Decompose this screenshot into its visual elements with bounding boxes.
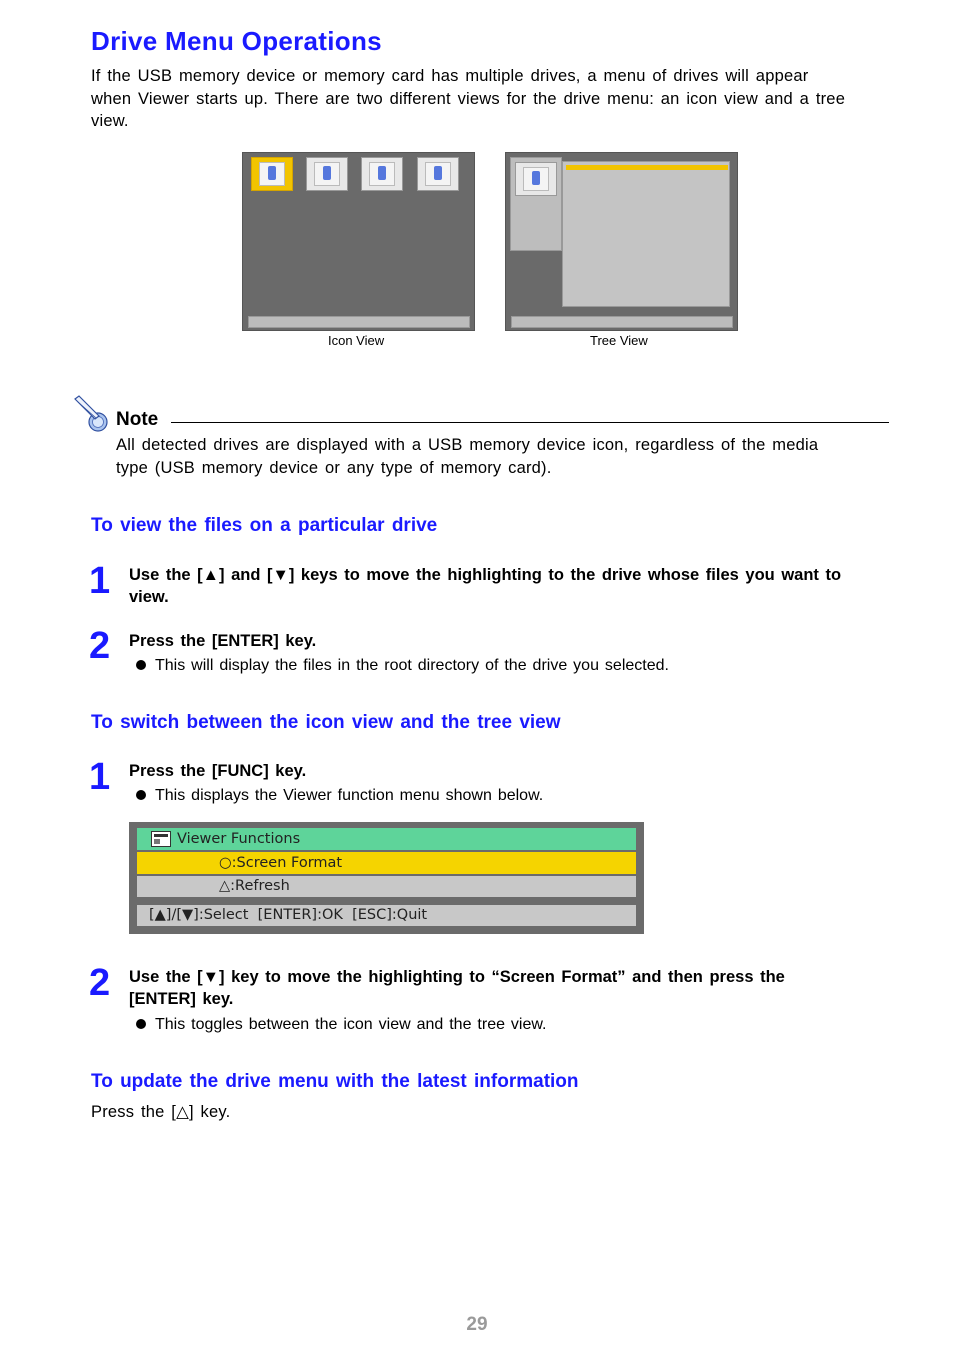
icon-view-screenshot: [242, 152, 475, 331]
drive-tree-panel: [562, 161, 730, 307]
step-number: 1: [89, 560, 111, 602]
usb-icon: [268, 166, 276, 180]
note-divider: [171, 422, 889, 423]
menu-item-screen-format[interactable]: ○:Screen Format: [137, 852, 636, 874]
step-number: 2: [89, 625, 111, 667]
viewer-functions-menu: [129, 822, 644, 934]
icon-view-caption: Icon View: [328, 333, 385, 348]
tree-view-caption: Tree View: [590, 333, 648, 348]
drive-info-panel: [510, 157, 562, 251]
usb-icon: [434, 166, 442, 180]
status-bar: [248, 316, 470, 328]
drive-icon-selected: [251, 157, 293, 191]
drive-icon: [417, 157, 459, 191]
step-text: Use the [▼] key to move the highlighting to “Screen Format” and then press the [ENTER] key.: [129, 968, 785, 1008]
page-title: Drive Menu Operations: [91, 26, 382, 56]
drive-icon: [306, 157, 348, 191]
step-text: Use the [▲] and [▼] keys to move the highlighting to the drive whose files you want to view.: [129, 566, 842, 606]
status-bar: [511, 316, 733, 328]
usb-icon: [323, 166, 331, 180]
section-heading-update-menu: To update the drive menu with the latest information: [91, 1071, 579, 1092]
section-heading-switch-view: To switch between the icon view and the tree view: [91, 712, 561, 733]
bullet-dot-icon: [136, 660, 146, 670]
usb-icon: [532, 171, 540, 185]
note-label: Note: [116, 409, 159, 430]
tree-item-selected: [566, 165, 728, 170]
usb-icon: [378, 166, 386, 180]
menu-footer-hints: [▲]/[▼]:Select [ENTER]:OK [ESC]:Quit: [137, 905, 636, 926]
bullet-item: This toggles between the icon view and the tree view.: [136, 1015, 547, 1035]
bullet-dot-icon: [136, 1019, 146, 1029]
section-heading-view-files: To view the files on a particular drive: [91, 515, 438, 536]
bullet-item: This will display the files in the root directory of the drive you selected.: [136, 656, 669, 676]
menu-title-bar: Viewer Functions: [137, 828, 636, 850]
bullet-item: This displays the Viewer function menu shown below.: [136, 786, 543, 806]
step-text: Press the [FUNC] key.: [129, 762, 307, 780]
step-number: 1: [89, 756, 111, 798]
drive-icon: [361, 157, 403, 191]
update-instruction: Press the [△] key.: [91, 1103, 231, 1121]
step-number: 2: [89, 962, 111, 1004]
drive-icon: [515, 162, 557, 196]
intro-paragraph: If the USB memory device or memory card has multiple drives, a menu of drives will appear when Viewer starts up. There are two different views for the drive menu: an icon view and a tree view.: [91, 67, 846, 130]
note-pencil-icon: [72, 394, 112, 434]
viewer-window-icon: [151, 831, 171, 847]
step-text: Press the [ENTER] key.: [129, 632, 317, 650]
bullet-dot-icon: [136, 790, 146, 800]
note-text: All detected drives are displayed with a USB memory device icon, regardless of the media type (USB memory device or any type of memory card).: [116, 436, 819, 477]
tree-view-screenshot: [505, 152, 738, 331]
menu-item-refresh[interactable]: △:Refresh: [137, 876, 636, 897]
page-number: 29: [466, 1314, 488, 1335]
